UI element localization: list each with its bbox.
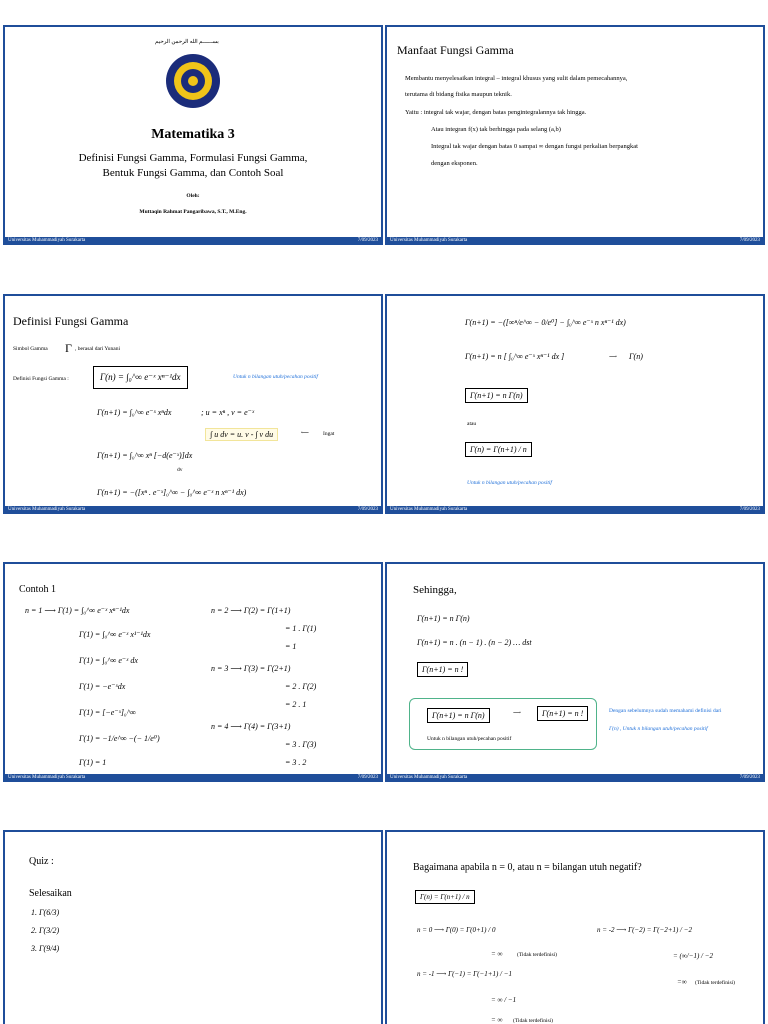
slide-derivation xyxy=(385,294,765,514)
substitution: ; u = xⁿ , v = e⁻ˣ xyxy=(201,408,255,417)
slide-heading: Definisi Fungsi Gamma xyxy=(13,314,129,328)
example-line: n = 4 ⟶ Γ(4) = Γ(3+1) xyxy=(211,722,291,731)
formula-step: Γ(n+1) = ∫₀^∞ xⁿ [−d(e⁻ˣ)]dx xyxy=(97,451,193,460)
undefined-label: (Tidak terdefinisi) xyxy=(695,980,735,986)
gamma-definition-formula: Γ(n) = ∫₀^∞ e⁻ˣ xⁿ⁻¹dx xyxy=(93,366,188,389)
case-n-0-result: = ∞ xyxy=(491,950,503,958)
footer-date: 7/09/2023 xyxy=(357,507,378,512)
symbol-label: Simbol Gamma xyxy=(13,346,48,352)
gamma-n-formula: Γ(n) = Γ(n+1) / n xyxy=(415,890,475,904)
example-line: = 3 . 2 xyxy=(285,758,307,767)
arabic-basmala: بســــــم الله الرحمن الرحيم xyxy=(155,39,219,45)
footer-left: Universitas Muhammadiyah Surakarta xyxy=(390,775,468,780)
text-line: terutama di bidang fisika maupun teknik. xyxy=(405,91,512,98)
integration-by-parts: ∫ u dv = u. v - ∫ v du xyxy=(205,428,278,441)
footer xyxy=(5,506,381,514)
case-n-minus-1: n = -1 ⟶ Γ(−1) = Γ(−1+1) / −1 xyxy=(417,970,512,978)
example-line: = 1 xyxy=(285,642,297,651)
author: Muttaqin Rahmat Pangaribawa, S.T., M.Eng. xyxy=(139,209,247,215)
quiz-item: 1. Γ(6/3) xyxy=(31,908,60,917)
slide-manfaat xyxy=(385,25,765,245)
quiz-item: 2. Γ(3/2) xyxy=(31,926,60,935)
text-line: Integral tak wajar dengan batas 0 sampai ∞ dengan fungsi perkalian berpangkat xyxy=(431,143,638,150)
slide-title xyxy=(3,25,383,245)
factorial-formula: Γ(n+1) = n ! xyxy=(417,662,468,677)
example-line: Γ(1) = 1 xyxy=(79,758,107,767)
definition-label: Definisi Fungsi Gamma : xyxy=(13,376,69,382)
gamma-symbol: Γ xyxy=(65,341,72,355)
arrow-right-icon: ⟶ xyxy=(513,710,521,716)
undefined-label: (Tidak terdefinisi) xyxy=(517,952,557,958)
footer xyxy=(5,774,381,782)
slide-heading: Manfaat Fungsi Gamma xyxy=(397,43,514,57)
example-line: n = 3 ⟶ Γ(3) = Γ(2+1) xyxy=(211,664,291,673)
case-n-minus-2-result: =∞ xyxy=(677,978,687,986)
text-line: Membantu menyelesaikan integral – integral khusus yang sulit dalam pemecahannya, xyxy=(405,75,628,82)
slide-quiz xyxy=(3,830,383,1024)
slide-heading: Sehingga, xyxy=(413,584,457,596)
footer xyxy=(387,506,763,514)
text-line: Atau integran f(x) tak berhingga pada selang (a,b) xyxy=(431,126,561,133)
text-line: Yaitu : integral tak wajar, dengan batas pengintegralannya tak hingga. xyxy=(405,109,587,116)
example-line: = 3 . Γ(3) xyxy=(285,740,317,749)
quiz-instruction: Selesaikan xyxy=(29,888,72,899)
example-line: = 1 . Γ(1) xyxy=(285,624,317,633)
footer xyxy=(387,774,763,782)
text-line: dengan eksponen. xyxy=(431,160,478,167)
example-line: Γ(1) = ∫₀^∞ e⁻ˣ x¹⁻¹dx xyxy=(79,630,151,639)
formula-step: Γ(n+1) = −([∞ⁿ/e^∞ − 0/e⁰] − ∫₀^∞ e⁻ˣ n xⁿ⁻¹ dx) xyxy=(465,318,626,327)
footer-date: 7/09/2023 xyxy=(739,775,760,780)
gamma-n-formula: Γ(n) = Γ(n+1) / n xyxy=(465,442,532,457)
footer-date: 7/09/2023 xyxy=(739,238,760,243)
case-n-minus-1-step: = ∞ / −1 xyxy=(491,996,517,1004)
or-label: atau xyxy=(467,421,477,427)
summary-formula-1: Γ(n+1) = n Γ(n) xyxy=(427,708,490,723)
slide-definisi xyxy=(3,294,383,514)
case-n-minus-2: n = -2 ⟶ Γ(−2) = Γ(−2+1) / −2 xyxy=(597,926,692,934)
formula-step: Γ(n+1) = −([xⁿ . e⁻ˣ]₀^∞ − ∫₀^∞ e⁻ˣ n xⁿ⁻¹ dx) xyxy=(97,488,247,497)
example-line: Γ(1) = −e⁻ˣdx xyxy=(79,682,126,691)
formula-step: Γ(n+1) = n [ ∫₀^∞ e⁻ˣ xⁿ⁻¹ dx ] xyxy=(465,352,565,361)
summary-note: Untuk n bilangan utuh/pecahan positif xyxy=(427,736,512,742)
case-n-0: n = 0 ⟶ Γ(0) = Γ(0+1) / 0 xyxy=(417,926,496,934)
symbol-origin: , berasal dari Yunani xyxy=(75,346,121,352)
note-positive: Untuk n bilangan utuh/pecahan positif xyxy=(467,480,552,486)
footer xyxy=(5,237,381,245)
slide-heading: Quiz : xyxy=(29,856,54,867)
formula-step: Γ(n+1) = n Γ(n) xyxy=(417,614,470,623)
example-line: = 2 . Γ(2) xyxy=(285,682,317,691)
example-line: = 2 . 1 xyxy=(285,700,307,709)
footer-left: Universitas Muhammadiyah Surakarta xyxy=(8,238,86,243)
side-note-2: Γ(n) , Untuk n bilangan utuh/pecahan positif xyxy=(609,726,708,732)
footer-left: Universitas Muhammadiyah Surakarta xyxy=(8,507,86,512)
subtitle-2: Bentuk Fungsi Gamma, dan Contoh Soal xyxy=(102,167,284,179)
formula-step: Γ(n+1) = n . (n − 1) . (n − 2) … dst xyxy=(417,638,532,647)
recursion-formula: Γ(n+1) = n Γ(n) xyxy=(465,388,528,403)
note-positive: Untuk n bilangan utuh/pecahan positif xyxy=(233,374,318,380)
footer xyxy=(387,237,763,245)
arrow-right-icon: ⟶ xyxy=(609,354,617,360)
side-note-1: Dengan sebelumnya sudah memahami definisi dari xyxy=(609,708,722,714)
formula-result: Γ(n) xyxy=(629,352,643,361)
case-n-minus-1-result: = ∞ xyxy=(491,1016,503,1024)
slide-negative xyxy=(385,830,765,1024)
footer-date: 7/09/2023 xyxy=(357,238,378,243)
dv-label: dv xyxy=(177,467,183,473)
arrow-left-icon: ⟵ xyxy=(301,430,309,436)
remember-label: Ingat xyxy=(323,431,335,437)
example-line: n = 2 ⟶ Γ(2) = Γ(1+1) xyxy=(211,606,291,615)
slide-contoh xyxy=(3,562,383,782)
footer-date: 7/09/2023 xyxy=(357,775,378,780)
footer-left: Universitas Muhammadiyah Surakarta xyxy=(8,775,86,780)
case-n-minus-2-step: = (∞/−1) / −2 xyxy=(673,952,713,960)
slide-title-text: Matematika 3 xyxy=(151,127,235,142)
example-line: n = 1 ⟶ Γ(1) = ∫₀^∞ e⁻ˣ xⁿ⁻¹dx xyxy=(25,606,130,615)
footer-left: Universitas Muhammadiyah Surakarta xyxy=(390,507,468,512)
slide-heading: Contoh 1 xyxy=(19,584,56,595)
footer-left: Universitas Muhammadiyah Surakarta xyxy=(390,238,468,243)
formula-step: Γ(n+1) = ∫₀^∞ e⁻ˣ xⁿdx xyxy=(97,408,172,417)
example-line: Γ(1) = −1/e^∞ −(− 1/e⁰) xyxy=(79,734,160,743)
university-logo xyxy=(165,53,221,109)
footer-date: 7/09/2023 xyxy=(739,507,760,512)
by-label: Oleh: xyxy=(186,193,200,199)
subtitle-1: Definisi Fungsi Gamma, Formulasi Fungsi Gamma, xyxy=(78,152,308,164)
quiz-item: 3. Γ(9/4) xyxy=(31,944,60,953)
undefined-label: (Tidak terdefinisi) xyxy=(513,1018,553,1024)
example-line: Γ(1) = [−e⁻ˣ]₀^∞ xyxy=(79,708,136,717)
summary-formula-2: Γ(n+1) = n ! xyxy=(537,706,588,721)
example-line: Γ(1) = ∫₀^∞ e⁻ˣ dx xyxy=(79,656,138,665)
slide-sehingga xyxy=(385,562,765,782)
slide-heading: Bagaimana apabila n = 0, atau n = bilangan utuh negatif? xyxy=(413,862,642,873)
